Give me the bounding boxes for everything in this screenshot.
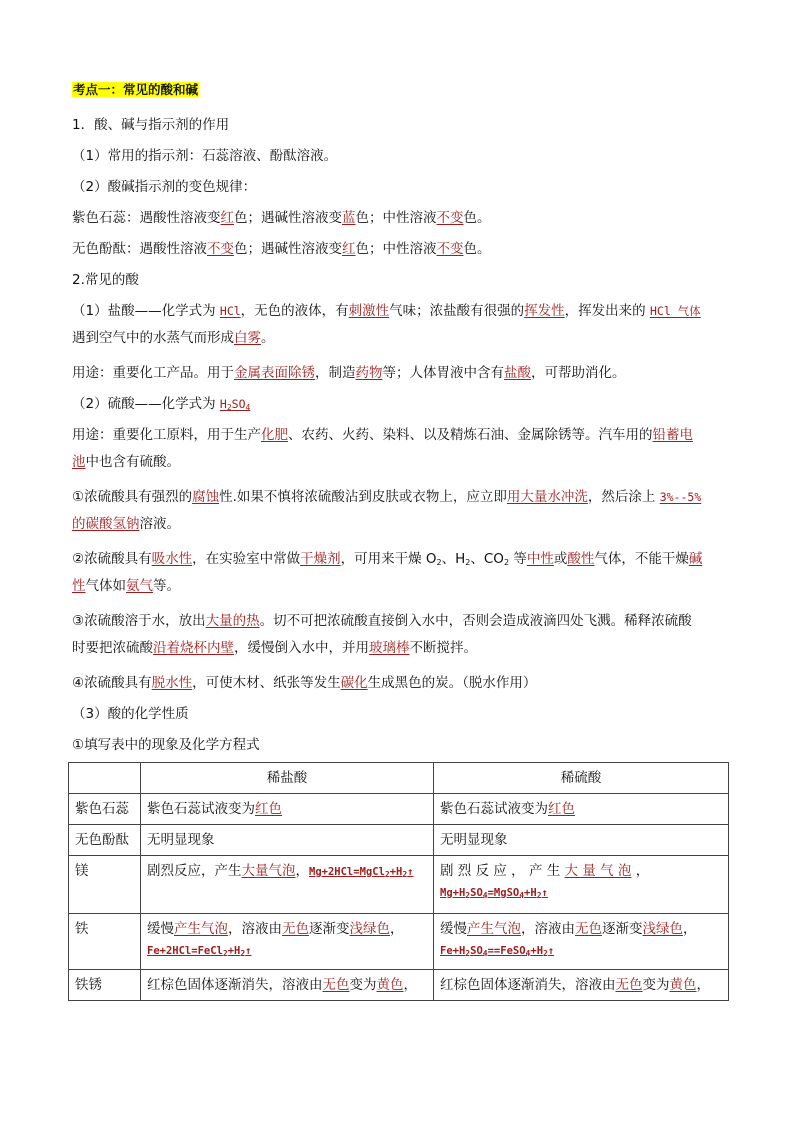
- hygroscopic-line-1: ②浓硫酸具有吸水性，在实验室中常做干燥剂，可用来干燥 $O_2$、$H_2$、$CO_2$ 等中性或酸性气体，不能干燥碱: [72, 551, 703, 567]
- table-cell: 红棕色固体逐渐消失，溶液由无色变为黄色，: [141, 970, 434, 1001]
- table-cell: 缓慢产生气泡，溶液由无色逐渐变浅绿色， $Fe+2HCl=FeCl_2+H_2↑$: [141, 914, 434, 970]
- table-header-row: [69, 763, 729, 794]
- table-cell: 紫色石蕊试液变为红色: [141, 794, 434, 825]
- table-cell: 紫色石蕊试液变为红色: [434, 794, 729, 825]
- hcl-line-1: （1）盐酸——化学式为 HCl，无色的液体，有刺激性气味；浓盐酸有很强的挥发性，挥发出来的 HCl 气体: [72, 303, 701, 319]
- corrosive-line-2: 的碳酸氢钠溶液。: [72, 516, 180, 532]
- table-cell: 无明显现象: [141, 825, 434, 856]
- fill-table-instruction: ①填写表中的现象及化学方程式: [72, 737, 260, 753]
- table-row: [69, 794, 729, 825]
- heading-highlight: 考点一：常见的酸和碱: [73, 82, 199, 97]
- acid-reactions-table: [68, 762, 729, 1001]
- hcl-line-2: 遇到空气中的水蒸气而形成白雾。: [72, 330, 275, 346]
- dilution-line-1: ③浓硫酸溶于水，放出大量的热。切不可把浓硫酸直接倒入水中，否则会造成液滴四处飞溅。稀释浓硫酸: [72, 613, 692, 629]
- row-label: 无色酚酞: [69, 825, 141, 856]
- table-row: [69, 856, 729, 914]
- table-row: [69, 914, 729, 970]
- acid-properties-title: （3）酸的化学性质: [72, 706, 189, 722]
- table-cell: 无明显现象: [434, 825, 729, 856]
- section-heading: [72, 80, 199, 100]
- hygroscopic-line-2: 性气体如氨气等。: [72, 578, 180, 594]
- s1-p2: （2）酸碱指示剂的变色规律：: [72, 179, 257, 195]
- table-cell: 剧 烈 反 应 ， 产 生 大 量 气 泡 ， $Mg+H_2SO_4=MgSO_4+H_2↑$: [434, 856, 729, 914]
- purple-litmus-line: 紫色石蕊：遇酸性溶液变红色；遇碱性溶液变蓝色；中性溶液不变色。: [72, 210, 491, 226]
- row-label: 镁: [69, 856, 141, 914]
- h2so4-use-2: 池中也含有硫酸。: [72, 454, 180, 470]
- h2so4-line: （2）硫酸——化学式为 $H_2SO_4$: [72, 396, 251, 412]
- dilution-line-2: 时要把浓硫酸沿着烧杯内壁，缓慢倒入水中，并用玻璃棒不断搅拌。: [72, 640, 477, 656]
- table-header-hcl: 稀盐酸: [141, 763, 434, 794]
- row-label: 铁锈: [69, 970, 141, 1001]
- hcl-use-line: 用途：重要化工产品。用于金属表面除锈，制造药物等；人体胃液中含有盐酸，可帮助消化。: [72, 365, 626, 381]
- s1-title: 1．酸、碱与指示剂的作用: [72, 117, 230, 133]
- table-cell: [69, 763, 141, 794]
- table-cell: 剧烈反应，产生大量气泡，$Mg+2HCl=MgCl_2+H_2↑$: [141, 856, 434, 914]
- table-row: [69, 825, 729, 856]
- h2so4-use-1: 用途：重要化工原料，用于生产化肥、农药、火药、染料、以及精炼石油、金属除锈等。汽车用的铅蓄电: [72, 427, 693, 443]
- s2-title: 2.常见的酸: [72, 272, 139, 288]
- table-row: [69, 970, 729, 1001]
- table-cell: 缓慢产生气泡，溶液由无色逐渐变浅绿色， $Fe+H_2SO_4==FeSO_4+H_2↑$: [434, 914, 729, 970]
- row-label: 紫色石蕊: [69, 794, 141, 825]
- corrosive-line-1: ①浓硫酸具有强烈的腐蚀性.如果不慎将浓硫酸沾到皮肤或衣物上，应立即用大量水冲洗，然后涂上 3%--5%: [72, 489, 702, 505]
- s1-p1: （1）常用的指示剂：石蕊溶液、酚酞溶液。: [72, 148, 338, 164]
- table-cell: 红棕色固体逐渐消失，溶液由无色变为黄色，: [434, 970, 729, 1001]
- dehydration-line: ④浓硫酸具有脱水性，可使木材、纸张等发生碳化生成黑色的炭。（脱水作用）: [72, 675, 537, 691]
- row-label: 铁: [69, 914, 141, 970]
- table-header-h2so4: 稀硫酸: [434, 763, 729, 794]
- phenolphthalein-line: 无色酚酞：遇酸性溶液不变色；遇碱性溶液变红色；中性溶液不变色。: [72, 241, 491, 257]
